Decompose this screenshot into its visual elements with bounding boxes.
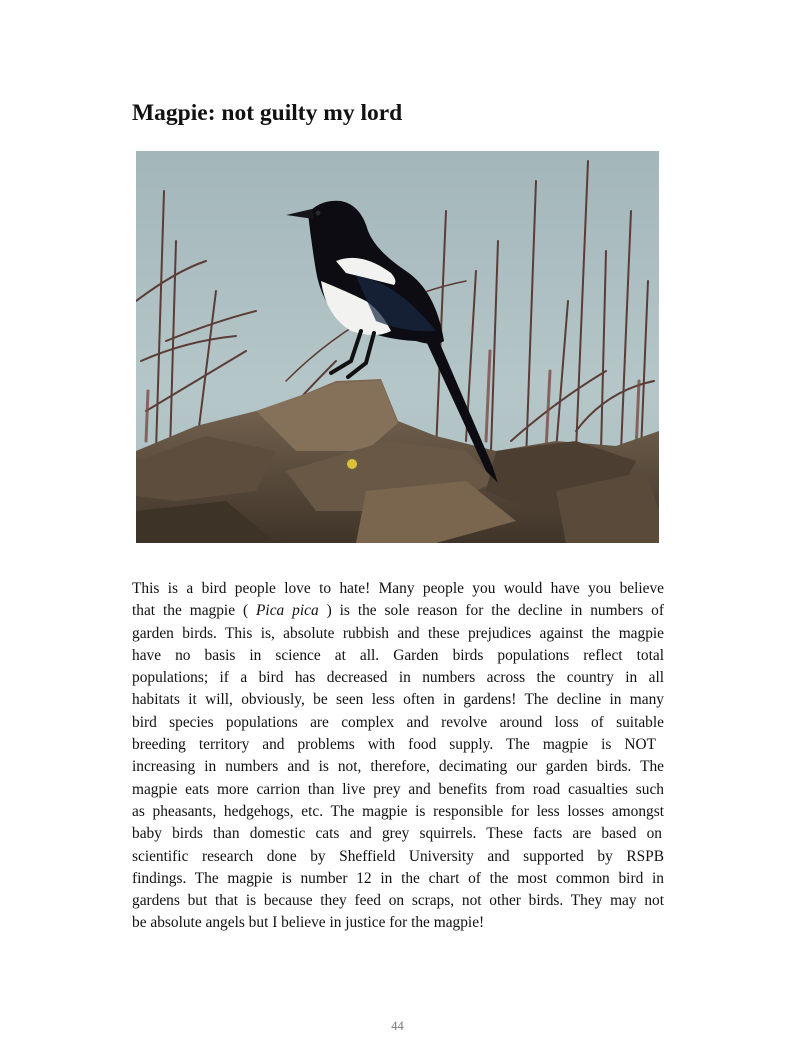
body-line: populations; if a bird has decreased in numbers across the country in all (132, 669, 664, 687)
body-line: have no basis in science at all. Garden birds populations reflect total (132, 646, 664, 664)
body-line: breeding territory and problems with food supply. The magpie is NOT (132, 736, 656, 754)
body-line: baby birds than domestic cats and grey squirrels. These facts are based on (132, 825, 662, 843)
body-line: gardens but that is because they feed on scraps, not other birds. They may not (132, 892, 664, 910)
scientific-name: Pica pica (256, 602, 319, 620)
body-line: scientific research done by Sheffield University and supported by RSPB (132, 847, 664, 865)
body-line: habitats it will, obviously, be seen less often in gardens! The decline in many (132, 691, 664, 709)
page-number: 44 (391, 1019, 404, 1033)
body-line: be absolute angels but I believe in justice for the magpie! (132, 914, 485, 932)
body-line: bird species populations are complex and revolve around loss of suitable (132, 713, 664, 731)
body-line: findings. The magpie is number 12 in the chart of the most common bird in (132, 869, 664, 887)
article-body (132, 578, 664, 935)
body-line: increasing in numbers and is not, therefore, decimating our garden birds. The (132, 758, 664, 776)
body-line: as pheasants, hedgehogs, etc. The magpie is responsible for less losses amongst (132, 802, 664, 820)
body-line: garden birds. This is, absolute rubbish and these prejudices against the magpie (132, 624, 664, 642)
body-line: that the magpie ( Pica pica ) is the sole reason for the decline in numbers of (132, 602, 664, 620)
body-line: This is a bird people love to hate! Many people you would have you believe (132, 580, 664, 597)
magpie-photo (136, 151, 659, 543)
page-title: Magpie: not guilty my lord (132, 100, 403, 126)
body-line: magpie eats more carrion than live prey and benefits from road casualties such (132, 780, 664, 798)
